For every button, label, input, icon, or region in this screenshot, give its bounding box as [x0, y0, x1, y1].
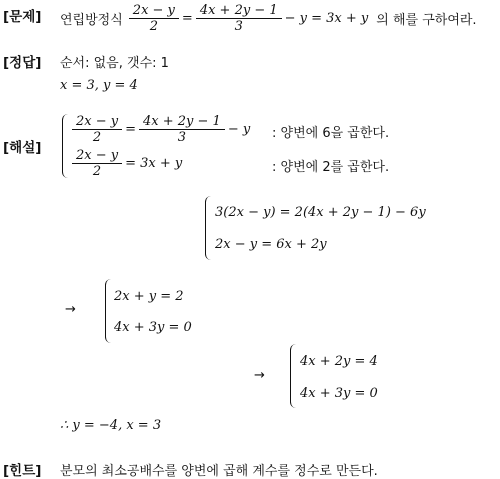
system-3-eq-2: 4x + 3y = 0	[300, 386, 378, 401]
system-2-eq-2: 4x + 3y = 0	[114, 320, 192, 335]
hint-tag: [힌트]	[3, 463, 42, 479]
system-1-eq-2: 2x − y = 6x + 2y	[215, 237, 327, 252]
problem-frac2-numerator: 4x + 2y − 1	[199, 2, 278, 18]
problem-tag: [문제]	[3, 9, 42, 25]
solution-row-1	[72, 111, 250, 147]
row1-equals: =	[125, 121, 137, 137]
row2-rest: = 3x + y	[125, 155, 183, 171]
row1-fraction-2	[141, 114, 223, 145]
problem-frac1-numerator: 2x − y	[132, 2, 175, 18]
answer-tag: [정답]	[3, 55, 42, 71]
problem-fraction-1	[131, 3, 177, 34]
arrow-2: →	[254, 368, 265, 383]
system-1-brace	[205, 196, 212, 260]
solution-brace-1	[62, 114, 69, 178]
problem-frac2-denominator: 3	[196, 18, 282, 34]
solution-conclusion: ∴ y = −4, x = 3	[60, 418, 162, 433]
system-3-eq-1: 4x + 2y = 4	[300, 354, 378, 369]
problem-prefix: 연립방정식	[60, 12, 123, 28]
system-1-eq-1: 3(2x − y) = 2(4x + 2y − 1) − 6y	[215, 205, 426, 220]
solution-row-2	[72, 145, 182, 181]
row2-frac-numerator: 2x − y	[76, 147, 119, 163]
problem-statement	[60, 1, 477, 35]
system-3-brace	[290, 344, 297, 408]
problem-frac1-denominator: 2	[129, 18, 179, 34]
row1-frac2-denominator: 3	[139, 129, 225, 145]
row1-fraction-1	[74, 114, 120, 145]
row2-note: : 양변에 2를 곱한다.	[272, 160, 390, 175]
answer-line-1: 순서: 없음, 갯수: 1	[60, 56, 169, 71]
problem-equals: =	[181, 10, 193, 26]
row1-rest: − y	[227, 121, 251, 137]
problem-equation-rest: − y = 3x + y	[284, 10, 369, 26]
row2-fraction	[74, 148, 120, 179]
problem-suffix: 의 해를 구하여라.	[376, 12, 477, 28]
row1-frac2-numerator: 4x + 2y − 1	[143, 113, 221, 129]
row2-frac-denominator: 2	[72, 163, 122, 179]
system-2-eq-1: 2x + y = 2	[114, 289, 184, 304]
hint-text: 분모의 최소공배수를 양변에 곱해 계수를 정수로 만든다.	[60, 464, 378, 479]
system-2-brace	[105, 279, 112, 343]
solution-tag: [해설]	[3, 140, 42, 156]
row1-note: : 양변에 6을 곱한다.	[272, 126, 390, 141]
row1-frac1-numerator: 2x − y	[76, 113, 119, 129]
arrow-1: →	[65, 302, 76, 317]
problem-fraction-2	[198, 3, 280, 34]
row1-frac1-denominator: 2	[72, 129, 122, 145]
answer-line-2: x = 3, y = 4	[60, 78, 138, 93]
